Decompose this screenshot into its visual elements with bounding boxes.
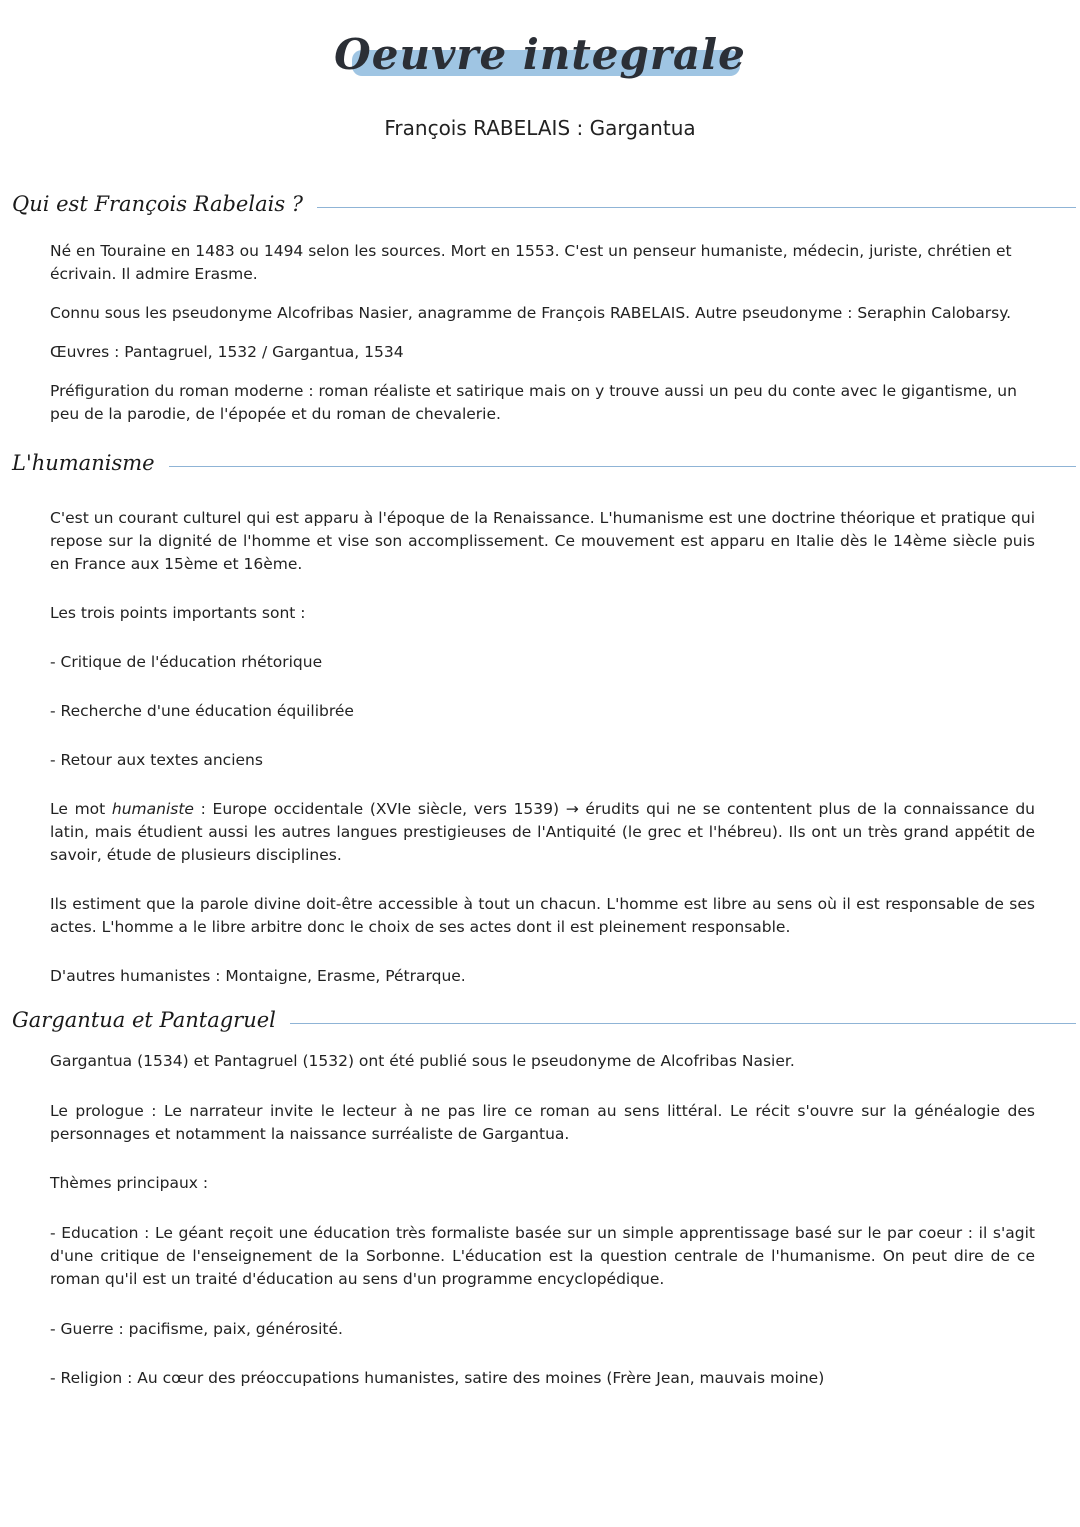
list-item: - Guerre : pacifisme, paix, générosité. <box>50 1320 343 1338</box>
list-item: - Religion : Au cœur des préoccupations humanistes, satire des moines (Frère Jean, mauvais moine) <box>50 1369 825 1387</box>
page-title <box>0 30 1080 90</box>
paragraph-rest: : Europe occidentale (XVIe siècle, vers 1539) → érudits qui ne se contentent plus de la connaissance du latin, mais étudient aussi les autres langues prestigieuses de l'Antiquité (le grec et l'hébreu). Ils ont un très grand appétit de savoir, étude de plusieurs disciplines. <box>50 800 1036 864</box>
section-divider <box>290 1023 1076 1024</box>
paragraph-lead: Le mot <box>50 800 112 818</box>
section-heading-label: Qui est François Rabelais ? <box>12 192 304 216</box>
paragraph: Œuvres : Pantagruel, 1532 / Gargantua, 1534 <box>50 343 404 361</box>
emphasized-term: humaniste <box>111 800 194 818</box>
list-item: - Recherche d'une éducation équilibrée <box>50 702 354 720</box>
list-item: - Critique de l'éducation rhétorique <box>50 653 323 671</box>
section-heading-rabelais <box>12 192 1076 216</box>
title-text <box>334 30 746 79</box>
paragraph: Connu sous les pseudonyme Alcofribas Nasier, anagramme de François RABELAIS. Autre pseudonyme : Seraphin Calobarsy. <box>50 304 1012 322</box>
paragraph: Préfiguration du roman moderne : roman réaliste et satirique mais on y trouve aussi un peu du conte avec le gigantisme, un peu de la parodie, de l'épopée et du roman de chevalerie. <box>50 382 1017 423</box>
paragraph: Gargantua (1534) et Pantagruel (1532) ont été publié sous le pseudonyme de Alcofribas Nasier. <box>50 1052 795 1070</box>
section-heading-gargantua-pantagruel <box>12 1008 1076 1032</box>
paragraph: D'autres humanistes : Montaigne, Erasme, Pétrarque. <box>50 967 466 985</box>
section-heading-humanisme <box>12 451 1076 475</box>
paragraph: C'est un courant culturel qui est apparu à l'époque de la Renaissance. L'humanisme est une doctrine théorique et pratique qui repose sur la dignité de l'homme et vise son accomplissement. Ce mouvement est apparu en Italie dès le 14ème siècle puis en France aux 15ème et 16ème. <box>50 509 1035 573</box>
section-divider <box>317 207 1076 208</box>
paragraph <box>50 798 1035 867</box>
title-label: Oeuvre integrale <box>334 30 746 79</box>
paragraph: Né en Touraine en 1483 ou 1494 selon les sources. Mort en 1553. C'est un penseur humaniste, médecin, juriste, chrétien et écrivain. Il admire Erasme. <box>50 242 1012 283</box>
section-heading-label: Gargantua et Pantagruel <box>12 1008 276 1032</box>
section-heading-label: L'humanisme <box>12 451 155 475</box>
page-subtitle: François RABELAIS : Gargantua <box>384 116 696 140</box>
paragraph: Les trois points importants sont : <box>50 604 306 622</box>
list-item: - Retour aux textes anciens <box>50 751 263 769</box>
section-divider <box>169 466 1076 467</box>
paragraph: Thèmes principaux : <box>50 1174 209 1192</box>
paragraph: Ils estiment que la parole divine doit-être accessible à tout un chacun. L'homme est libre au sens où il est responsable de ses actes. L'homme a le libre arbitre donc le choix de ses actes dont il est pleinement responsable. <box>50 895 1035 936</box>
list-item: - Education : Le géant reçoit une éducation très formaliste basée sur un simple apprentissage basé sur le par coeur : il s'agit d'une critique de l'enseignement de la Sorbonne. L'éducation est la question centrale de l'humanisme. On peut dire de ce roman qu'il est un traité d'éducation au sens d'un programme encyclopédique. <box>50 1224 1035 1288</box>
paragraph: Le prologue : Le narrateur invite le lecteur à ne pas lire ce roman au sens littéral. Le récit s'ouvre sur la généalogie des personnages et notamment la naissance surréaliste de Gargantua. <box>50 1102 1035 1143</box>
